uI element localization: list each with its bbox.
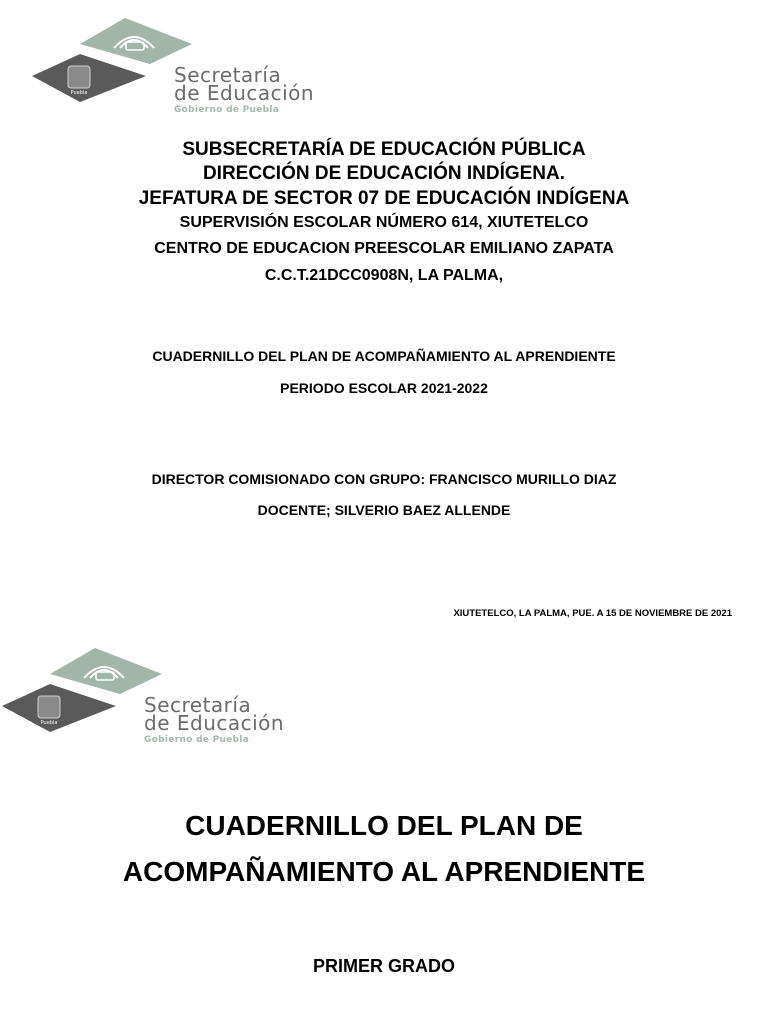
plan-title: CUADERNILLO DEL PLAN DE ACOMPAÑAMIENTO AL APRENDIENTE	[152, 348, 616, 364]
header-line-1: SUBSECRETARÍA DE EDUCACIÓN PÚBLICA	[182, 139, 586, 160]
logo-line-2: de Educación	[174, 81, 315, 105]
plan-period: PERIODO ESCOLAR 2021-2022	[280, 380, 488, 396]
svg-text:Puebla: Puebla	[70, 90, 88, 96]
header-line-5: CENTRO DE EDUCACION PREESCOLAR EMILIANO ZAPATA	[154, 240, 614, 257]
logo-2-line-2: de Educación	[144, 711, 285, 735]
svg-text:Puebla: Puebla	[40, 720, 58, 726]
logo-line-1: Secretaría	[174, 63, 282, 87]
header-line-3: JEFATURA DE SECTOR 07 DE EDUCACIÓN INDÍGENA	[138, 188, 630, 209]
logo-2-line-1: Secretaría	[144, 693, 252, 717]
logo-line-3: Gobierno de Puebla	[174, 105, 280, 115]
header-line-4: SUPERVISIÓN ESCOLAR NÚMERO 614, XIUTETELCO	[179, 214, 589, 231]
director-line: DIRECTOR COMISIONADO CON GRUPO: FRANCISCO MURILLO DIAZ	[151, 471, 617, 487]
header-line-6: C.C.T.21DCC0908N, LA PALMA,	[264, 267, 504, 284]
teacher-line: DOCENTE; SILVERIO BAEZ ALLENDE	[257, 502, 511, 518]
grade-label: PRIMER GRADO	[312, 956, 455, 976]
secretaria-logo	[30, 18, 350, 115]
page2-title-line-1: CUADERNILLO DEL PLAN DE	[185, 810, 583, 841]
logo-2-line-3: Gobierno de Puebla	[144, 735, 250, 745]
date-line: XIUTETELCO, LA PALMA, PUE. A 15 DE NOVIEMBRE DE 2021	[453, 608, 732, 619]
page2-title-line-2: ACOMPAÑAMIENTO AL APRENDIENTE	[122, 856, 646, 887]
secretaria-logo-2	[0, 648, 320, 745]
header-line-2: DIRECCIÓN DE EDUCACIÓN INDÍGENA.	[202, 163, 566, 184]
